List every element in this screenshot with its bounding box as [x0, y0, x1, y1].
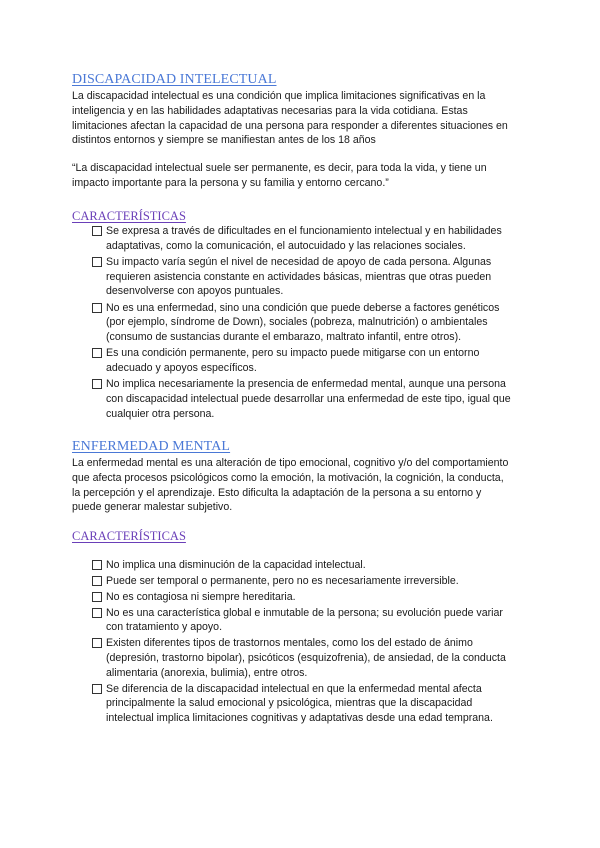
checkbox-icon[interactable]	[92, 576, 102, 586]
list-item: No implica necesariamente la presencia de enfermedad mental, aunque una persona con discapacidad intelectual puede desarrollar una enfermedad de este tipo, igual que cualquier otra persona.	[92, 377, 512, 421]
document-content	[72, 71, 512, 727]
checkbox-icon[interactable]	[92, 348, 102, 358]
list-item: Existen diferentes tipos de trastornos mentales, como los del estado de ánimo (depresión, trastorno bipolar), psicóticos (esquizofrenia), de ansiedad, de la conducta alimentaria (anorexia, bulimia), entre otros.	[92, 636, 512, 680]
list-item: No es una característica global e inmutable de la persona; su evolución puede variar con tratamiento y apoyo.	[92, 606, 512, 636]
list-item: Su impacto varía según el nivel de necesidad de apoyo de cada persona. Algunas requieren asistencia constante en actividades básicas, mientras que otras pueden desenvolverse con apoyos puntuales.	[92, 255, 512, 299]
list-item: No implica una disminución de la capacidad intelectual.	[92, 558, 512, 573]
list-item: No es contagiosa ni siempre hereditaria.	[92, 590, 512, 605]
checkbox-icon[interactable]	[92, 592, 102, 602]
checkbox-icon[interactable]	[92, 608, 102, 618]
list-item: Se expresa a través de dificultades en el funcionamiento intelectual y en habilidades adaptativas, como la comunicación, el autocuidado y las relaciones sociales.	[92, 224, 512, 254]
checkbox-icon[interactable]	[92, 303, 102, 313]
checklist-enfermedad	[72, 558, 512, 726]
checkbox-icon[interactable]	[92, 379, 102, 389]
heading-discapacidad-intelectual: DISCAPACIDAD INTELECTUAL	[72, 72, 277, 87]
checkbox-icon[interactable]	[92, 638, 102, 648]
subheading-caracteristicas-2: CARACTERÍSTICAS	[72, 529, 186, 544]
heading-enfermedad-mental: ENFERMEDAD MENTAL	[72, 439, 231, 455]
checkbox-icon[interactable]	[92, 560, 102, 570]
subheading-caracteristicas-1: CARACTERÍSTICAS	[72, 208, 186, 223]
quote-discapacidad: “La discapacidad intelectual suele ser permanente, es decir, para toda la vida, y tiene un impacto importante para la persona y su familia y entorno cercano.”	[72, 162, 487, 189]
list-item: Es una condición permanente, pero su impacto puede mitigarse con un entorno adecuado y apoyos específicos.	[92, 346, 512, 376]
list-item: Se diferencia de la discapacidad intelectual en que la enfermedad mental afecta principalmente la salud emocional y psicológica, mientras que la discapacidad intelectual implica limitaciones cognitivas y adaptativas desde una edad temprana.	[92, 682, 512, 726]
list-item: Puede ser temporal o permanente, pero no es necesariamente irreversible.	[92, 574, 512, 589]
checklist-discapacidad	[72, 224, 512, 422]
paragraph-enfermedad-definition: La enfermedad mental es una alteración de tipo emocional, cognitivo y/o del comportamiento que afecta procesos psicológicos como la emoción, la motivación, la cognición, la conducta, la percepción y el aprendizaje. Esto dificulta la adaptación de la persona a su entorno y puede generar malestar subjetivo.	[72, 457, 509, 514]
checkbox-icon[interactable]	[92, 226, 102, 236]
paragraph-discapacidad-definition: La discapacidad intelectual es una condición que implica limitaciones significativas en la inteligencia y en las habilidades adaptativas necesarias para la vida cotidiana. Estas limitaciones afectan la capacidad de una persona para responder a diferentes situaciones en distintos entornos y siempre se manifiestan antes de los 18 años	[72, 90, 508, 147]
checkbox-icon[interactable]	[92, 684, 102, 694]
list-item: No es una enfermedad, sino una condición que puede deberse a factores genéticos (por ejemplo, síndrome de Down), sociales (pobreza, malnutrición) o ambientales (consumo de sustancias durante el embarazo, maltrato infantil, entre otros).	[92, 301, 512, 345]
checkbox-icon[interactable]	[92, 257, 102, 267]
